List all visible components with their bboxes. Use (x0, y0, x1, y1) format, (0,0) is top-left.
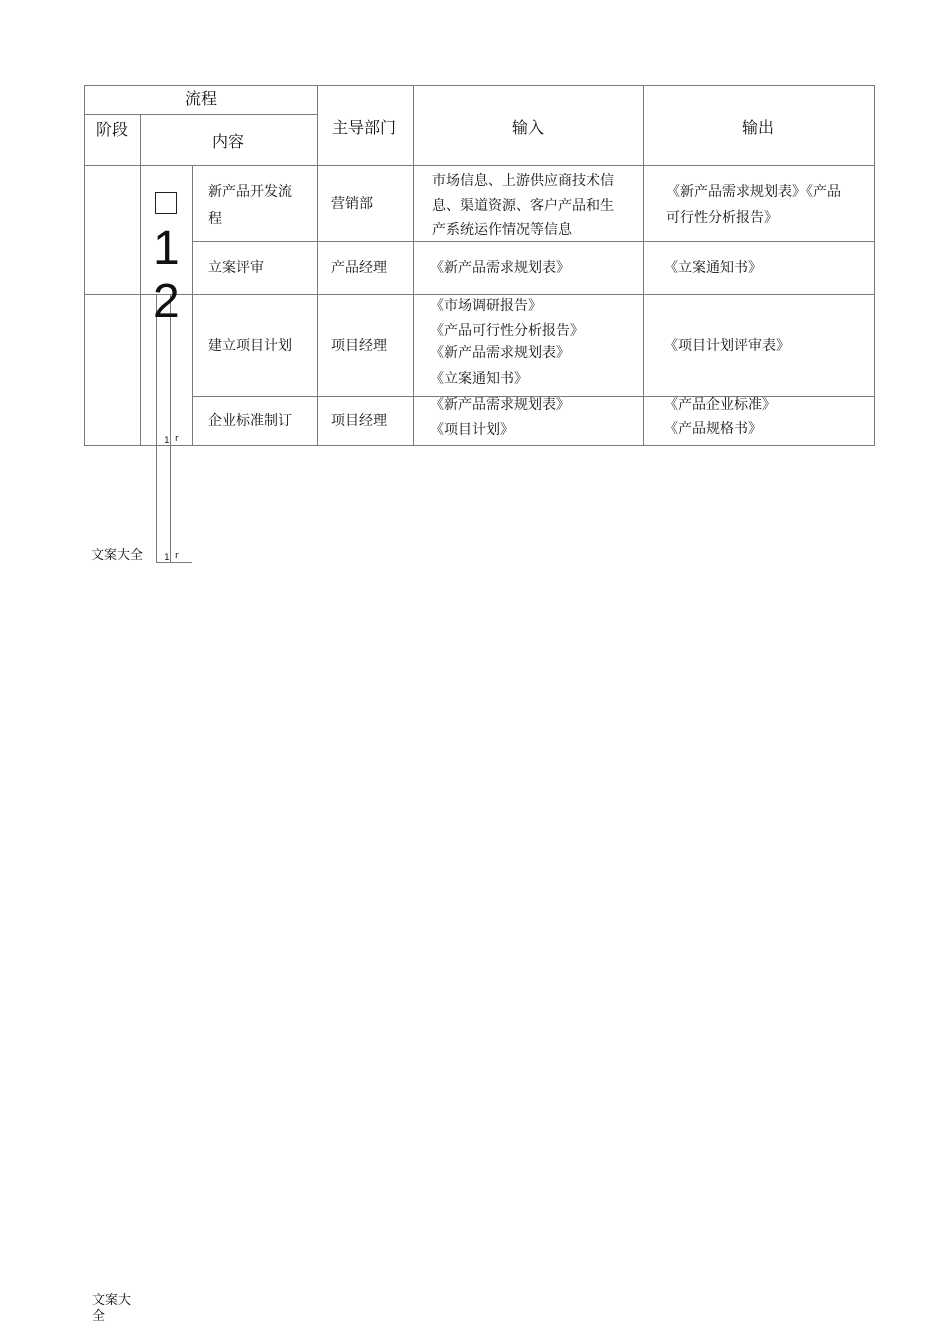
footer-text-bottom-line-1: 文案大 (92, 1293, 132, 1308)
header-input: 输入 (512, 118, 545, 137)
overflow-line-bottom (156, 562, 192, 563)
row-4-input-line-1: 《新产品需求规划表》 (430, 397, 570, 413)
row-2-output: 《立案通知书》 (664, 260, 762, 276)
row-3-input-line-4: 《立案通知书》 (430, 371, 528, 387)
stage-col-divider (140, 114, 141, 446)
header-bottom-line (84, 165, 875, 166)
row-1-output-line-2: 可行性分析报告》 (666, 210, 778, 226)
content-col-divider (192, 165, 193, 446)
header-content: 内容 (212, 132, 245, 151)
dept-col-divider (317, 85, 318, 446)
tiny-mark-1-bottom: 1 (164, 553, 170, 563)
overflow-line-left (156, 294, 157, 563)
row-4-output-line-1: 《产品企业标准》 (664, 397, 776, 413)
tiny-mark-r: r (175, 434, 179, 444)
row-1-input-line-2: 息、渠道资源、客户产品和生 (432, 198, 614, 214)
checkbox-square-icon (155, 192, 177, 214)
stage-number-digit: 1 (153, 222, 180, 275)
footer-text-mid: 文案大全 (91, 548, 144, 563)
row-3-input-line-1: 《市场调研报告》 (430, 298, 542, 314)
row-4-output-line-2: 《产品规格书》 (664, 421, 762, 437)
stage-number-clip (150, 275, 190, 328)
row-1-output-line-1: 《新产品需求规划表》《产品 (666, 184, 841, 200)
row-1-content-line-1: 新产品开发流 (208, 184, 292, 200)
tiny-mark-r-bottom: r (175, 551, 179, 561)
footer-text-bottom-line-2: 全 (92, 1309, 106, 1324)
row-4-dept: 项目经理 (331, 413, 387, 429)
table-bottom-border (84, 445, 875, 446)
overflow-line-right (170, 294, 171, 563)
row-2-content: 立案评审 (208, 260, 264, 276)
row-1-input-line-1: 市场信息、上游供应商技术信 (432, 173, 614, 189)
input-col-divider (413, 85, 414, 446)
row-2-input: 《新产品需求规划表》 (430, 260, 570, 276)
tiny-mark-1: 1 (164, 436, 170, 446)
row-1-content-line-2: 程 (208, 211, 222, 227)
row-1-dept: 营销部 (331, 196, 373, 212)
header-mid-line (84, 114, 317, 115)
row-4-content: 企业标准制订 (208, 413, 292, 429)
header-lead-dept: 主导部门 (332, 118, 397, 137)
stage-number-cut-digit: 2 (153, 275, 180, 328)
row-1-input-line-3: 产系统运作情况等信息 (432, 222, 572, 238)
header-stage: 阶段 (96, 120, 129, 139)
row-3-content: 建立项目计划 (208, 338, 292, 354)
row-3-input-line-2: 《产品可行性分析报告》 (430, 323, 584, 339)
table-left-border (84, 85, 85, 446)
row-3-output: 《项目计划评审表》 (664, 338, 790, 354)
row-3-dept: 项目经理 (331, 338, 387, 354)
row-2-dept: 产品经理 (331, 260, 387, 276)
header-process: 流程 (185, 89, 218, 108)
row-3-input-line-3: 《新产品需求规划表》 (430, 345, 570, 361)
row-4-input-line-2: 《项目计划》 (430, 422, 514, 438)
header-output: 输出 (742, 118, 775, 137)
table-right-border (874, 85, 875, 446)
output-col-divider (643, 85, 644, 446)
